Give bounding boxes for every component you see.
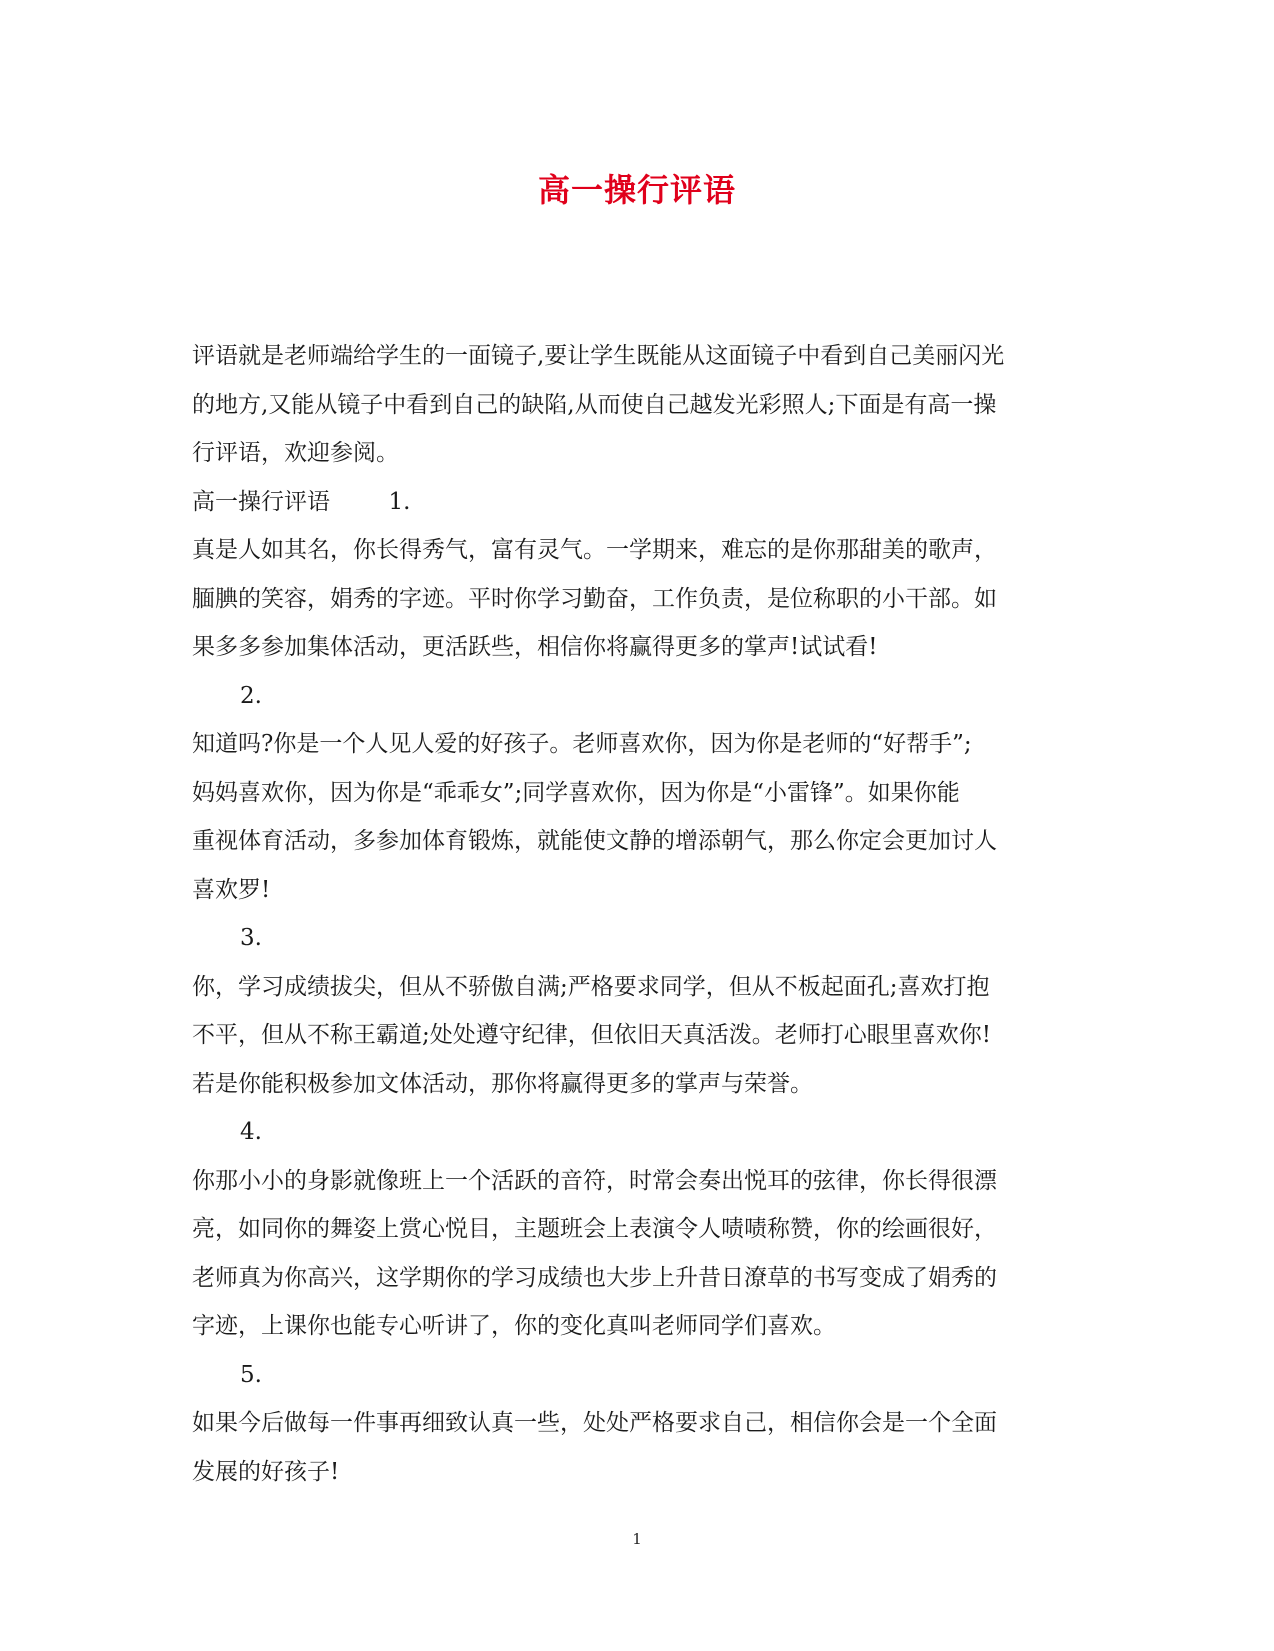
comment-5 xyxy=(192,1399,1084,1496)
comment-number-3: 3. xyxy=(240,925,262,951)
comment-line: 若是你能积极参加文体活动，那你将赢得更多的掌声与荣誉。 xyxy=(192,1070,813,1097)
page-number: 1 xyxy=(632,1530,642,1548)
document-title: 高一操行评语 xyxy=(537,171,736,209)
document-body xyxy=(192,332,1084,1496)
intro-paragraph xyxy=(192,332,1084,478)
intro-line: 的地方,又能从镜子中看到自己的缺陷,从而使自己越发光彩照人;下面是有高一操 xyxy=(192,391,997,418)
comment-line: 老师真为你高兴，这学期你的学习成绩也大步上升昔日潦草的书写变成了娟秀的 xyxy=(192,1264,997,1291)
section-heading-number: 1. xyxy=(388,488,411,515)
comment-line: 你那小小的身影就像班上一个活跃的音符，时常会奏出悦耳的弦律，你长得很漂 xyxy=(192,1167,997,1194)
comment-2 xyxy=(192,720,1084,914)
comment-line: 果多多参加集体活动，更活跃些，相信你将赢得更多的掌声!试试看! xyxy=(192,634,878,660)
comment-4 xyxy=(192,1157,1084,1351)
comment-line: 亮，如同你的舞姿上赏心悦目，主题班会上表演令人啧啧称赞，你的绘画很好， xyxy=(192,1216,997,1242)
comment-number-5: 5. xyxy=(240,1361,262,1388)
comment-line: 真是人如其名，你长得秀气，富有灵气。一学期来，难忘的是你那甜美的歌声， xyxy=(192,537,997,563)
comment-number-2: 2. xyxy=(240,682,262,709)
comment-line: 腼腆的笑容，娟秀的字迹。平时你学习勤奋，工作负责，是位称职的小干部。如 xyxy=(192,585,997,612)
comment-line: 你，学习成绩拔尖，但从不骄傲自满;严格要求同学，但从不板起面孔;喜欢打抱 xyxy=(192,973,990,1000)
comment-line: 字迹，上课你也能专心听讲了，你的变化真叫老师同学们喜欢。 xyxy=(192,1313,836,1339)
section-heading xyxy=(192,478,1084,527)
comment-3 xyxy=(192,963,1084,1109)
section-heading-text: 高一操行评语 xyxy=(192,488,330,515)
comment-1 xyxy=(192,526,1084,672)
comment-number-4: 4. xyxy=(240,1119,262,1145)
comment-line: 妈妈喜欢你，因为你是“乖乖女”;同学喜欢你，因为你是“小雷锋”。如果你能 xyxy=(192,779,960,806)
comment-line: 不平，但从不称王霸道;处处遵守纪律，但依旧天真活泼。老师打心眼里喜欢你! xyxy=(192,1022,991,1048)
intro-line: 评语就是老师端给学生的一面镜子,要让学生既能从这面镜子中看到自己美丽闪光 xyxy=(192,343,1005,369)
comment-line: 如果今后做每一件事再细致认真一些，处处严格要求自己，相信你会是一个全面 xyxy=(192,1410,997,1436)
comment-line: 知道吗?你是一个人见人爱的好孩子。老师喜欢你，因为你是老师的“好帮手”; xyxy=(192,731,972,757)
comment-line: 发展的好孩子! xyxy=(192,1458,340,1485)
comment-line: 喜欢罗! xyxy=(192,876,271,903)
comment-line: 重视体育活动，多参加体育锻炼，就能使文静的增添朝气，那么你定会更加讨人 xyxy=(192,828,997,854)
intro-line: 行评语，欢迎参阅。 xyxy=(192,440,399,466)
